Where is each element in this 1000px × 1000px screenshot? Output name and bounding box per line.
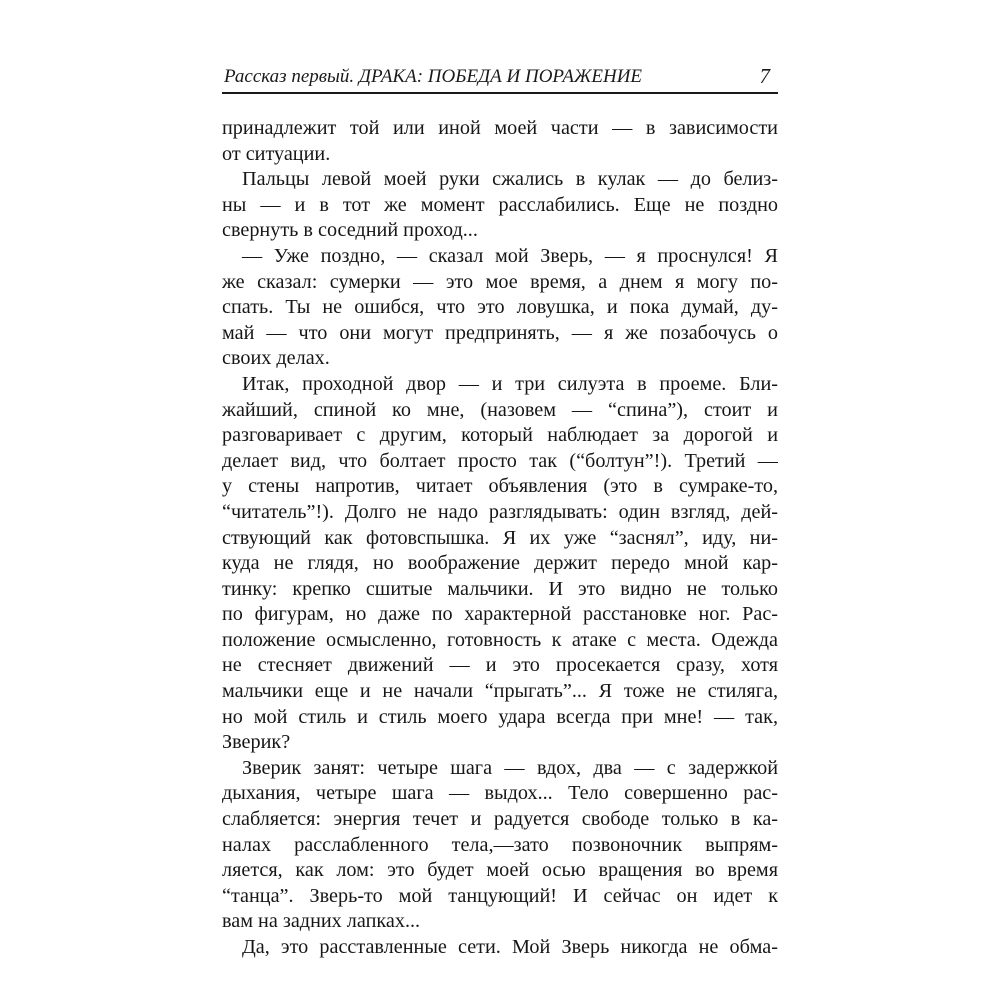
text-line: разговаривает с другим, который наблюдает за дорогой и	[222, 424, 778, 447]
text-line: дыхания, четыре шага — выдох... Тело совершенно рас-	[222, 782, 778, 805]
text-line: ны — и в тот же момент расслабились. Еще не поздно	[222, 193, 778, 216]
text-line: “танца”. Зверь-то мой танцующий! И сейчас он идет к	[222, 884, 778, 907]
text-line: положение осмысленно, готовность к атаке с места. Одежда	[222, 628, 778, 651]
text-line: от ситуации.	[222, 142, 331, 165]
running-header	[222, 62, 778, 94]
text-line: вам на задних лапках...	[222, 910, 421, 933]
text-line: Зверик?	[222, 731, 291, 754]
page-number: 7	[759, 64, 770, 88]
text-line: Да, это расставленные сети. Мой Зверь никогда не обма-	[242, 936, 778, 958]
text-line: куда не глядя, но воображение держит передо мной кар-	[222, 552, 778, 575]
text-line: принадлежит той или иной моей части — в зависимости	[222, 117, 778, 139]
text-line: же сказал: сумерки — это мое время, а днем я могу по-	[222, 270, 778, 293]
text-line: Зверик занят: четыре шага — вдох, два — с задержкой	[242, 756, 778, 779]
text-line: “читатель”!). Долго не надо разглядывать: один взгляд, дей-	[222, 500, 778, 523]
text-line: по фигурам, но даже по характерной расстановке ног. Рас-	[222, 603, 778, 626]
text-line: ляется, как лом: это будет моей осью вращения во время	[222, 859, 778, 882]
text-line: но мой стиль и стиль моего удара всегда при мне! — так,	[222, 705, 778, 728]
text-line: май — что они могут предпринять, — я же позабочусь о	[222, 321, 778, 344]
text-line: — Уже поздно, — сказал мой Зверь, — я проснулся! Я	[242, 244, 778, 267]
text-line: своих делах.	[222, 347, 330, 370]
body-text	[222, 116, 778, 961]
text-line: спать. Ты не ошибся, что это ловушка, и пока думай, ду-	[222, 296, 778, 319]
text-line: мальчики еще и не начали “прыгать”... Я тоже не стиляга,	[222, 680, 778, 703]
text-line: свернуть в соседний проход...	[222, 219, 478, 242]
text-line: Итак, проходной двор — и три силуэта в проеме. Бли-	[242, 372, 778, 395]
text-line: налах расслабленного тела,—зато позвоночник выпрям-	[222, 833, 778, 856]
text-line: не стесняет движений — и это просекается сразу, хотя	[222, 654, 778, 677]
text-line: тинку: крепко сшитые мальчики. И это видно не только	[222, 577, 778, 600]
text-line: Пальцы левой моей руки сжались в кулак — до белиз-	[242, 168, 778, 191]
text-line: делает вид, что болтает просто так (“болтун”!). Третий —	[222, 449, 778, 472]
text-line: слабляется: энергия течет и радуется свободе только в ка-	[222, 808, 778, 831]
chapter-title: Рассказ первый. ДРАКА: ПОБЕДА И ПОРАЖЕНИЕ	[224, 66, 643, 87]
text-line: жайший, спиной ко мне, (назовем — “спина”), стоит и	[222, 398, 778, 421]
text-line: ствующий как фотовспышка. Я их уже “заснял”, иду, ни-	[222, 526, 778, 549]
text-line: у стены напротив, читает объявления (это в сумраке-то,	[222, 475, 778, 498]
